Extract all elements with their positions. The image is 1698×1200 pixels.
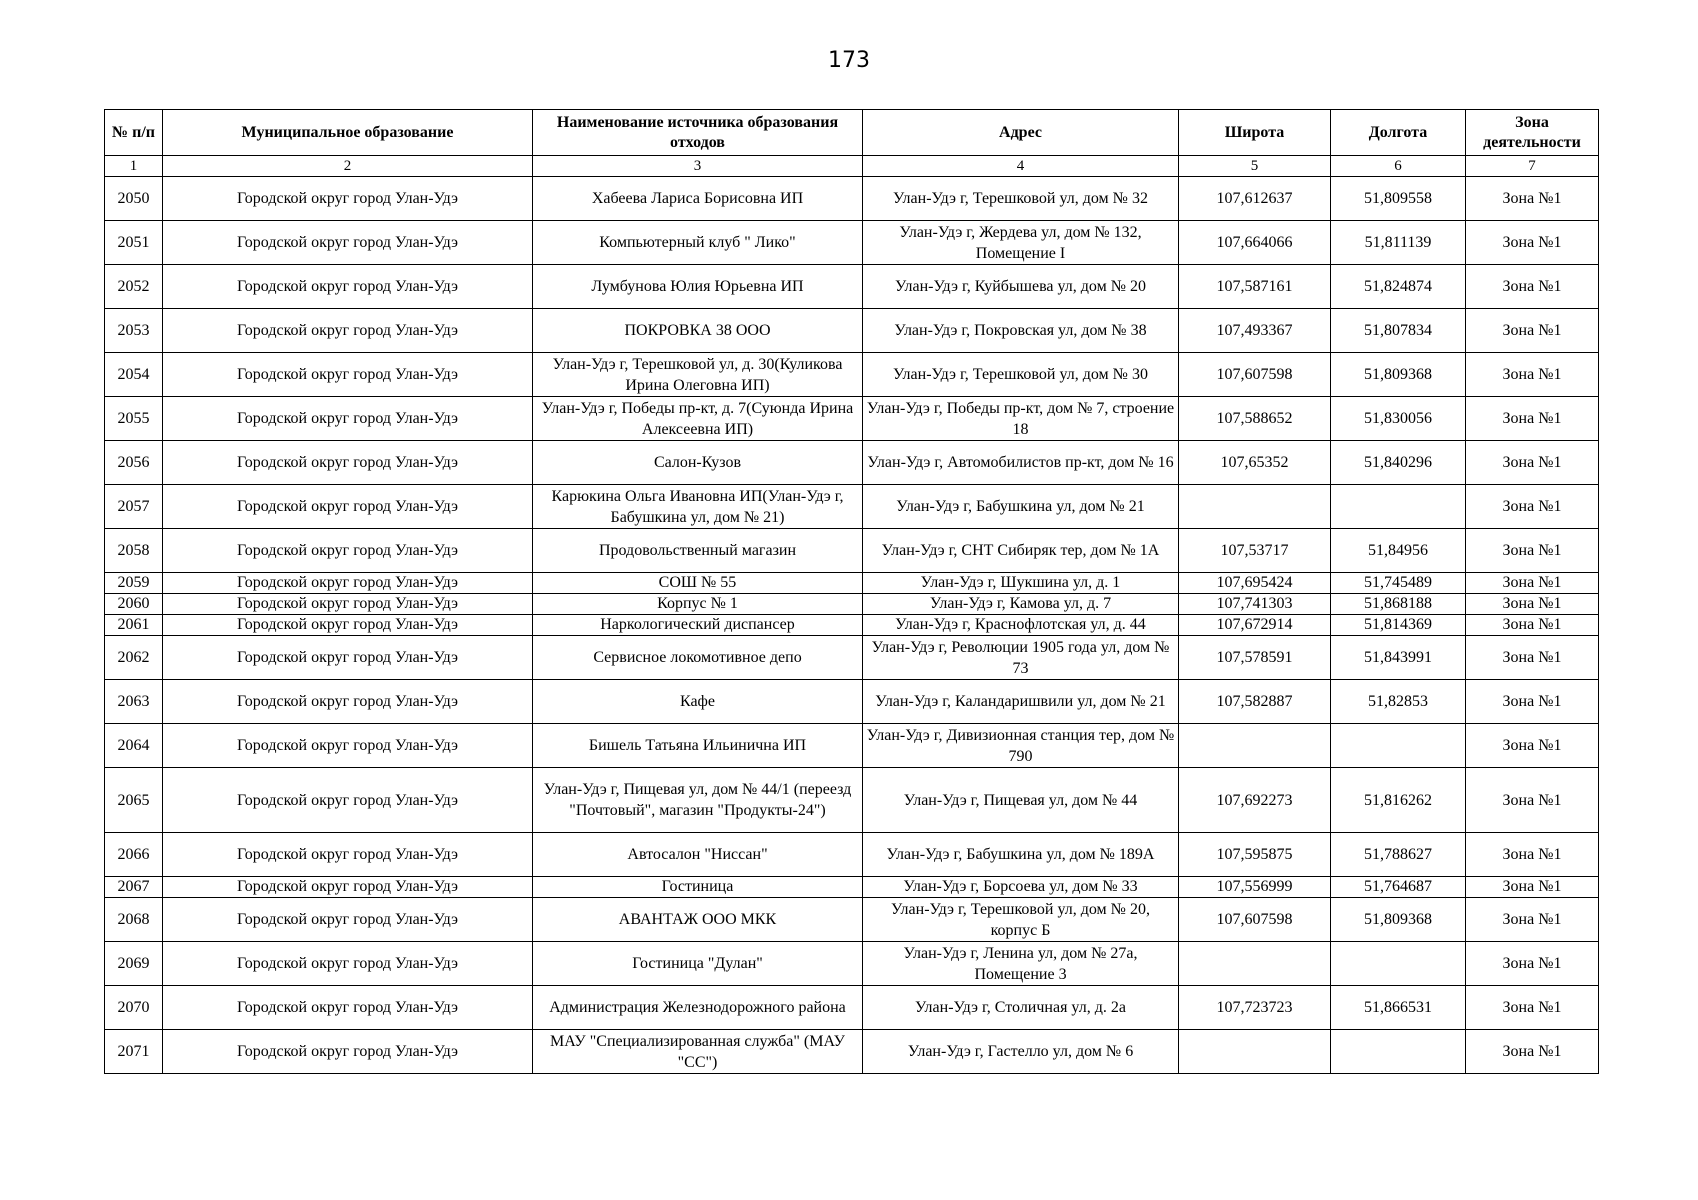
- table-header-row: [105, 110, 1599, 156]
- cell-longitude: 51,809368: [1331, 353, 1466, 397]
- cell-municipality: Городской округ город Улан-Удэ: [163, 636, 533, 680]
- cell-source-name: МАУ "Специализированная служба" (МАУ "СС"): [533, 1030, 863, 1074]
- cell-source-name: Лумбунова Юлия Юрьевна ИП: [533, 265, 863, 309]
- cell-latitude: 107,587161: [1179, 265, 1331, 309]
- cell-longitude: 51,82853: [1331, 680, 1466, 724]
- cell-municipality: Городской округ город Улан-Удэ: [163, 485, 533, 529]
- cell-number: 2051: [105, 221, 163, 265]
- cell-address: Улан-Удэ г, Гастелло ул, дом № 6: [863, 1030, 1179, 1074]
- cell-address: Улан-Удэ г, Терешковой ул, дом № 20, корпус Б: [863, 898, 1179, 942]
- cell-longitude: 51,811139: [1331, 221, 1466, 265]
- cell-latitude: 107,588652: [1179, 397, 1331, 441]
- cell-municipality: Городской округ город Улан-Удэ: [163, 898, 533, 942]
- cell-address: Улан-Удэ г, Борсоева ул, дом № 33: [863, 877, 1179, 898]
- cell-municipality: Городской округ город Улан-Удэ: [163, 680, 533, 724]
- cell-number: 2057: [105, 485, 163, 529]
- table-row: [105, 177, 1599, 221]
- table-row: [105, 615, 1599, 636]
- cell-source-name: Автосалон "Ниссан": [533, 833, 863, 877]
- cell-zone: Зона №1: [1466, 221, 1599, 265]
- cell-zone: Зона №1: [1466, 1030, 1599, 1074]
- table-row: [105, 986, 1599, 1030]
- cell-number: 2069: [105, 942, 163, 986]
- table-row: [105, 397, 1599, 441]
- cell-municipality: Городской округ город Улан-Удэ: [163, 529, 533, 573]
- cell-address: Улан-Удэ г, Камова ул, д. 7: [863, 594, 1179, 615]
- header-number: № п/п: [105, 110, 163, 156]
- table-row: [105, 573, 1599, 594]
- cell-source-name: Улан-Удэ г, Пищевая ул, дом № 44/1 (переезд "Почтовый", магазин "Продукты-24"): [533, 768, 863, 833]
- table-row: [105, 680, 1599, 724]
- cell-longitude: [1331, 485, 1466, 529]
- cell-latitude: 107,741303: [1179, 594, 1331, 615]
- column-number: 2: [163, 156, 533, 177]
- cell-zone: Зона №1: [1466, 615, 1599, 636]
- cell-latitude: 107,692273: [1179, 768, 1331, 833]
- cell-longitude: 51,824874: [1331, 265, 1466, 309]
- cell-municipality: Городской округ город Улан-Удэ: [163, 397, 533, 441]
- cell-municipality: Городской округ город Улан-Удэ: [163, 877, 533, 898]
- cell-latitude: 107,612637: [1179, 177, 1331, 221]
- cell-municipality: Городской округ город Улан-Удэ: [163, 573, 533, 594]
- cell-number: 2068: [105, 898, 163, 942]
- cell-number: 2066: [105, 833, 163, 877]
- cell-number: 2056: [105, 441, 163, 485]
- cell-source-name: Бишель Татьяна Ильинична ИП: [533, 724, 863, 768]
- table-row: [105, 221, 1599, 265]
- cell-source-name: Корпус № 1: [533, 594, 863, 615]
- cell-zone: Зона №1: [1466, 877, 1599, 898]
- cell-longitude: [1331, 942, 1466, 986]
- cell-source-name: Кафе: [533, 680, 863, 724]
- cell-latitude: 107,582887: [1179, 680, 1331, 724]
- cell-longitude: 51,866531: [1331, 986, 1466, 1030]
- cell-address: Улан-Удэ г, Куйбышева ул, дом № 20: [863, 265, 1179, 309]
- table-row: [105, 877, 1599, 898]
- cell-longitude: 51,764687: [1331, 877, 1466, 898]
- cell-address: Улан-Удэ г, Терешковой ул, дом № 30: [863, 353, 1179, 397]
- header-address: Адрес: [863, 110, 1179, 156]
- cell-longitude: [1331, 1030, 1466, 1074]
- cell-address: Улан-Удэ г, Дивизионная станция тер, дом № 790: [863, 724, 1179, 768]
- cell-zone: Зона №1: [1466, 353, 1599, 397]
- table-row: [105, 833, 1599, 877]
- cell-municipality: Городской округ город Улан-Удэ: [163, 353, 533, 397]
- cell-latitude: 107,493367: [1179, 309, 1331, 353]
- table-row: [105, 594, 1599, 615]
- header-latitude: Широта: [1179, 110, 1331, 156]
- table-row: [105, 724, 1599, 768]
- table-row: [105, 768, 1599, 833]
- cell-number: 2065: [105, 768, 163, 833]
- cell-longitude: 51,840296: [1331, 441, 1466, 485]
- cell-number: 2071: [105, 1030, 163, 1074]
- cell-latitude: 107,607598: [1179, 353, 1331, 397]
- cell-zone: Зона №1: [1466, 309, 1599, 353]
- cell-source-name: СОШ № 55: [533, 573, 863, 594]
- cell-municipality: Городской округ город Улан-Удэ: [163, 768, 533, 833]
- cell-number: 2064: [105, 724, 163, 768]
- cell-number: 2070: [105, 986, 163, 1030]
- cell-number: 2059: [105, 573, 163, 594]
- cell-longitude: 51,814369: [1331, 615, 1466, 636]
- table-row: [105, 636, 1599, 680]
- table-row: [105, 1030, 1599, 1074]
- cell-number: 2050: [105, 177, 163, 221]
- cell-number: 2055: [105, 397, 163, 441]
- cell-municipality: Городской округ город Улан-Удэ: [163, 265, 533, 309]
- cell-latitude: 107,65352: [1179, 441, 1331, 485]
- cell-address: Улан-Удэ г, Революции 1905 года ул, дом № 73: [863, 636, 1179, 680]
- cell-longitude: 51,816262: [1331, 768, 1466, 833]
- column-number: 7: [1466, 156, 1599, 177]
- cell-number: 2063: [105, 680, 163, 724]
- header-source-name: Наименование источника образования отходов: [533, 110, 863, 156]
- cell-address: Улан-Удэ г, Ленина ул, дом № 27а, Помещение 3: [863, 942, 1179, 986]
- cell-zone: Зона №1: [1466, 898, 1599, 942]
- cell-longitude: 51,745489: [1331, 573, 1466, 594]
- cell-address: Улан-Удэ г, Терешковой ул, дом № 32: [863, 177, 1179, 221]
- cell-longitude: 51,809368: [1331, 898, 1466, 942]
- header-municipality: Муниципальное образование: [163, 110, 533, 156]
- cell-source-name: ПОКРОВКА 38 ООО: [533, 309, 863, 353]
- cell-municipality: Городской округ город Улан-Удэ: [163, 441, 533, 485]
- cell-source-name: Хабеева Лариса Борисовна ИП: [533, 177, 863, 221]
- cell-zone: Зона №1: [1466, 986, 1599, 1030]
- table-row: [105, 353, 1599, 397]
- cell-address: Улан-Удэ г, Бабушкина ул, дом № 21: [863, 485, 1179, 529]
- cell-latitude: [1179, 942, 1331, 986]
- cell-address: Улан-Удэ г, Победы пр-кт, дом № 7, строение 18: [863, 397, 1179, 441]
- cell-address: Улан-Удэ г, Краснофлотская ул, д. 44: [863, 615, 1179, 636]
- cell-address: Улан-Удэ г, Покровская ул, дом № 38: [863, 309, 1179, 353]
- header-zone: Зона деятельности: [1466, 110, 1599, 156]
- cell-zone: Зона №1: [1466, 485, 1599, 529]
- cell-address: Улан-Удэ г, СНТ Сибиряк тер, дом № 1А: [863, 529, 1179, 573]
- cell-zone: Зона №1: [1466, 594, 1599, 615]
- cell-number: 2061: [105, 615, 163, 636]
- cell-source-name: Улан-Удэ г, Победы пр-кт, д. 7(Суюнда Ирина Алексеевна ИП): [533, 397, 863, 441]
- cell-municipality: Городской округ город Улан-Удэ: [163, 724, 533, 768]
- page-number: 173: [828, 48, 870, 73]
- waste-source-table: [104, 109, 1599, 1074]
- table-row: [105, 309, 1599, 353]
- cell-latitude: 107,53717: [1179, 529, 1331, 573]
- cell-number: 2053: [105, 309, 163, 353]
- cell-number: 2054: [105, 353, 163, 397]
- cell-latitude: 107,556999: [1179, 877, 1331, 898]
- cell-latitude: 107,695424: [1179, 573, 1331, 594]
- cell-longitude: 51,843991: [1331, 636, 1466, 680]
- cell-municipality: Городской округ город Улан-Удэ: [163, 177, 533, 221]
- cell-longitude: 51,807834: [1331, 309, 1466, 353]
- cell-longitude: 51,830056: [1331, 397, 1466, 441]
- cell-latitude: 107,578591: [1179, 636, 1331, 680]
- cell-longitude: [1331, 724, 1466, 768]
- cell-latitude: [1179, 1030, 1331, 1074]
- cell-zone: Зона №1: [1466, 768, 1599, 833]
- cell-source-name: Салон-Кузов: [533, 441, 863, 485]
- cell-zone: Зона №1: [1466, 680, 1599, 724]
- cell-source-name: Наркологический диспансер: [533, 615, 863, 636]
- cell-source-name: Улан-Удэ г, Терешковой ул, д. 30(Куликова Ирина Олеговна ИП): [533, 353, 863, 397]
- cell-longitude: 51,84956: [1331, 529, 1466, 573]
- cell-municipality: Городской округ город Улан-Удэ: [163, 942, 533, 986]
- cell-zone: Зона №1: [1466, 265, 1599, 309]
- cell-source-name: Продовольственный магазин: [533, 529, 863, 573]
- cell-latitude: 107,664066: [1179, 221, 1331, 265]
- cell-zone: Зона №1: [1466, 397, 1599, 441]
- cell-municipality: Городской округ город Улан-Удэ: [163, 833, 533, 877]
- cell-longitude: 51,868188: [1331, 594, 1466, 615]
- cell-zone: Зона №1: [1466, 177, 1599, 221]
- table-row: [105, 485, 1599, 529]
- column-number-row: [105, 156, 1599, 177]
- table-row: [105, 441, 1599, 485]
- cell-address: Улан-Удэ г, Шукшина ул, д. 1: [863, 573, 1179, 594]
- table-row: [105, 898, 1599, 942]
- cell-municipality: Городской округ город Улан-Удэ: [163, 594, 533, 615]
- cell-address: Улан-Удэ г, Пищевая ул, дом № 44: [863, 768, 1179, 833]
- cell-source-name: Гостиница "Дулан": [533, 942, 863, 986]
- cell-municipality: Городской округ город Улан-Удэ: [163, 986, 533, 1030]
- cell-address: Улан-Удэ г, Автомобилистов пр-кт, дом № 16: [863, 441, 1179, 485]
- cell-latitude: [1179, 724, 1331, 768]
- cell-source-name: Компьютерный клуб " Лико": [533, 221, 863, 265]
- cell-source-name: Карюкина Ольга Ивановна ИП(Улан-Удэ г, Бабушкина ул, дом № 21): [533, 485, 863, 529]
- cell-number: 2052: [105, 265, 163, 309]
- column-number: 4: [863, 156, 1179, 177]
- column-number: 1: [105, 156, 163, 177]
- cell-longitude: 51,788627: [1331, 833, 1466, 877]
- cell-zone: Зона №1: [1466, 942, 1599, 986]
- cell-number: 2058: [105, 529, 163, 573]
- table-row: [105, 942, 1599, 986]
- cell-address: Улан-Удэ г, Столичная ул, д. 2а: [863, 986, 1179, 1030]
- cell-latitude: 107,672914: [1179, 615, 1331, 636]
- cell-address: Улан-Удэ г, Бабушкина ул, дом № 189А: [863, 833, 1179, 877]
- cell-municipality: Городской округ город Улан-Удэ: [163, 1030, 533, 1074]
- cell-zone: Зона №1: [1466, 529, 1599, 573]
- column-number: 5: [1179, 156, 1331, 177]
- cell-zone: Зона №1: [1466, 636, 1599, 680]
- column-number: 3: [533, 156, 863, 177]
- cell-municipality: Городской округ город Улан-Удэ: [163, 615, 533, 636]
- cell-latitude: 107,723723: [1179, 986, 1331, 1030]
- cell-number: 2067: [105, 877, 163, 898]
- cell-latitude: 107,607598: [1179, 898, 1331, 942]
- header-longitude: Долгота: [1331, 110, 1466, 156]
- cell-address: Улан-Удэ г, Каландаришвили ул, дом № 21: [863, 680, 1179, 724]
- cell-number: 2062: [105, 636, 163, 680]
- cell-latitude: [1179, 485, 1331, 529]
- cell-zone: Зона №1: [1466, 441, 1599, 485]
- cell-municipality: Городской округ город Улан-Удэ: [163, 221, 533, 265]
- cell-number: 2060: [105, 594, 163, 615]
- column-number: 6: [1331, 156, 1466, 177]
- cell-source-name: Гостиница: [533, 877, 863, 898]
- cell-municipality: Городской округ город Улан-Удэ: [163, 309, 533, 353]
- cell-zone: Зона №1: [1466, 573, 1599, 594]
- cell-address: Улан-Удэ г, Жердева ул, дом № 132, Помещение I: [863, 221, 1179, 265]
- cell-source-name: АВАНТАЖ ООО МКК: [533, 898, 863, 942]
- cell-latitude: 107,595875: [1179, 833, 1331, 877]
- cell-zone: Зона №1: [1466, 724, 1599, 768]
- cell-longitude: 51,809558: [1331, 177, 1466, 221]
- table-row: [105, 529, 1599, 573]
- table-row: [105, 265, 1599, 309]
- cell-zone: Зона №1: [1466, 833, 1599, 877]
- cell-source-name: Сервисное локомотивное депо: [533, 636, 863, 680]
- cell-source-name: Администрация Железнодорожного района: [533, 986, 863, 1030]
